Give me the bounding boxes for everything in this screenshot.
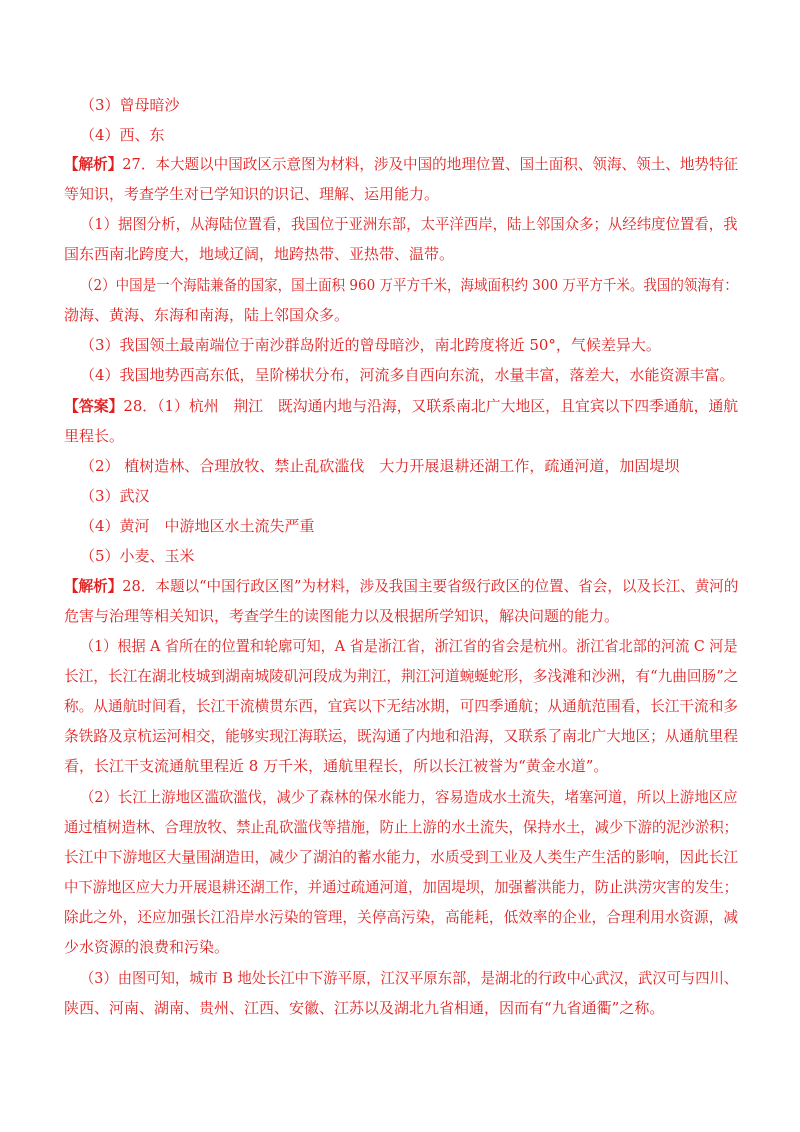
text-line: 28．（1）杭州 荆江 既沟通内地与沿海，又联系南北广大地区，且宜宾以下四季通航，通航 [123,397,739,415]
text-line: （1）根据 A 省所在的位置和轮廓可知，A 省是浙江省，浙江省的省会是杭州。浙江省北部的河流 C 河是 [80,637,738,655]
text-line: （3）我国领土最南端位于南沙群岛附近的曾母暗沙，南北跨度将近 50°，气候差异大。 [80,336,661,354]
text-line: 看，长江干支流通航里程近 8 万千米，通航里程长，所以长江被誉为“黄金水道”。 [64,757,609,775]
text-line: 条铁路及京杭运河相交，能够实现江海联运，既沟通了内地和沿海，又联系了南北广大地区；从通航里程 [64,727,739,745]
text-line: 危害与治理等相关知识，考查学生的读图能力以及根据所学知识，解决问题的能力。 [64,607,620,625]
text-line: 通过植树造林、合理放牧、禁止乱砍滥伐等措施，防止上游的水土流失，保持水土，减少下游的泥沙淤积； [64,818,739,836]
text-line: （5）小麦、玉米 [80,547,195,565]
analysis-tag: 【解析】 [64,155,123,173]
text-line: （1）据图分析，从海陆位置看，我国位于亚洲东部，太平洋西岸，陆上邻国众多；从经纬度位置看，我 [80,215,738,233]
text-line: （2）中国是一个海陆兼备的国家，国土面积 960 万平方千米，海域面积约 300 万平方千米。我国的领海有： [80,276,738,294]
text-line: 中下游地区应大力开展退耕还湖工作，并通过疏通河道，加固堤坝，加强蓄洪能力，防止洪涝灾害的发生； [64,878,739,896]
text-line: 国东西南北跨度大，地域辽阔，地跨热带、亚热带、温带。 [64,245,455,263]
text-line: （4）我国地势西高东低，呈阶梯状分布，河流多自西向东流，水量丰富，落差大，水能资源丰富。 [80,366,735,384]
text-line: （3）武汉 [80,487,150,505]
text-line: （3）曾母暗沙 [80,96,180,114]
text-line: （2）长江上游地区滥砍滥伐，减少了森林的保水能力，容易造成水土流失，堵塞河道，所以上游地区应 [80,788,738,806]
text-line: 少水资源的浪费和污染。 [64,938,230,956]
text-line: 陕西、河南、湖南、贵州、江西、安徽、江苏以及湖北九省相通，因而有“九省通衢”之称。 [64,999,665,1017]
text-line: 长江中下游地区大量围湖造田，减少了湖泊的蓄水能力，水质受到工业及人类生产生活的影响，因此长江 [64,848,739,866]
answer-tag: 【答案】 [64,397,124,415]
text-line: （4）西、东 [80,126,165,144]
text-line: （4）黄河 中游地区水土流失严重 [80,517,315,535]
analysis-heading-line [64,576,738,596]
text-line: 等知识，考查学生对已学知识的识记、理解、运用能力。 [64,185,440,203]
text-line: 27．本大题以中国政区示意图为材料，涉及中国的地理位置、国土面积、领海、领土、地势特征 [122,155,739,173]
text-line: 渤海、黄海、东海和南海，陆上邻国众多。 [64,306,350,324]
analysis-tag: 【解析】 [64,577,123,595]
text-line: （2） 植树造林、合理放牧、禁止乱砍滥伐 大力开展退耕还湖工作，疏通河道，加固堤坝 [80,457,680,475]
text-line: 除此之外，还应加强长江沿岸水污染的管理，关停高污染，高能耗，低效率的企业，合理利用水资源，减 [64,908,739,926]
text-line: （3）由图可知，城市 B 地处长江中下游平原，江汉平原东部，是湖北的行政中心武汉，武汉可与四川、 [80,969,739,987]
analysis-heading-line [64,154,738,174]
text-line: 称。从通航时间看，长江干流横贯东西，宜宾以下无结冰期，可四季通航；从通航范围看，长江干流和多 [64,697,739,715]
text-line: 里程长。 [64,427,125,445]
text-line: 长江，长江在湖北枝城到湖南城陵矶河段成为荆江，荆江河道蜿蜒蛇形，多浅滩和沙洲，有“九曲回肠”之 [64,667,739,685]
answer-heading-line [64,396,738,416]
text-line: 28．本题以“中国行政区图”为材料，涉及我国主要省级行政区的位置、省会，以及长江、黄河的 [122,577,739,595]
